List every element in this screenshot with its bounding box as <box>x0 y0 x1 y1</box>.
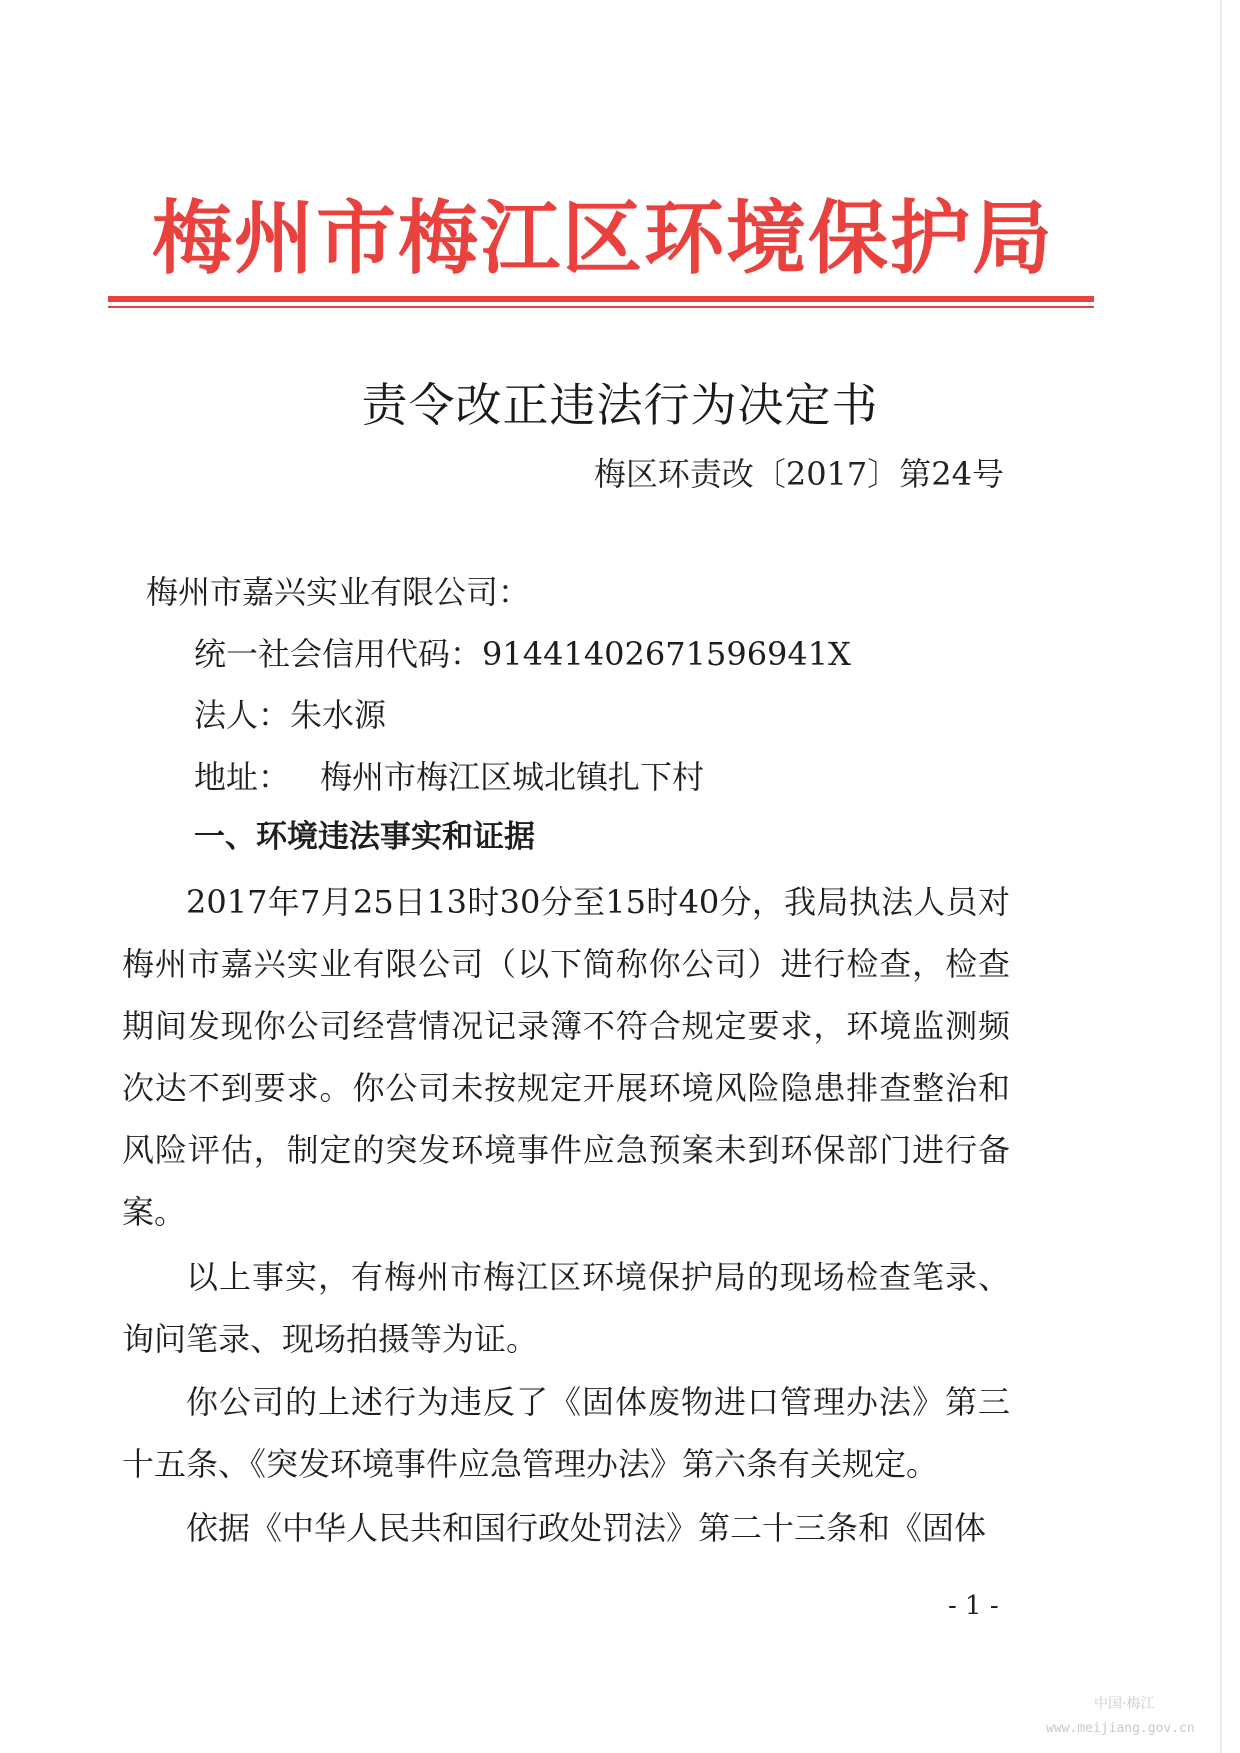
section-heading: 一、环境违法事实和证据 <box>194 819 535 855</box>
paragraph-evidence: 以上事实，有梅州市梅江区环境保护局的现场检查笔录、询问笔录、现场拍摄等为证。 <box>122 1258 1010 1358</box>
address-value: 梅州市梅江区城北镇扎下村 <box>320 758 705 796</box>
paragraph-basis: 依据《中华人民共和国行政处罚法》第二十三条和《固体 <box>186 1509 987 1547</box>
header-red-rule-thick <box>108 296 1094 302</box>
organization-header: 梅州市梅江区环境保护局 <box>152 191 1054 285</box>
credit-code-line <box>194 632 851 676</box>
legal-person-label: 法人： <box>194 696 291 734</box>
header-red-rule-thin <box>108 306 1094 308</box>
credit-code-value: 91441402671596941X <box>482 635 851 673</box>
page-edge <box>1220 0 1222 1753</box>
page-number: - 1 - <box>948 1591 999 1621</box>
recipient: 梅州市嘉兴实业有限公司： <box>146 573 531 611</box>
document-title: 责令改正违法行为决定书 <box>361 378 879 432</box>
address-line <box>194 755 704 799</box>
paragraph-facts: 2017年7月25日13时30分至15时40分，我局执法人员对梅州市嘉兴实业有限公司（以下简称你公司）进行检查，检查期间发现你公司经营情况记录簿不符合规定要求，环境监测频次达不到要求。你公司未按规定开展环境风险隐患排查整治和风险评估，制定的突发环境事件应急预案未到环保部门进行备案。 <box>122 883 1010 1231</box>
credit-code-label: 统一社会信用代码： <box>194 635 483 673</box>
watermark-site-name: 中国·梅江 <box>1094 1696 1155 1712</box>
address-label: 地址： <box>194 758 291 796</box>
legal-person-line <box>194 693 386 737</box>
legal-person-value: 朱水源 <box>290 696 387 734</box>
watermark-url: www.meijiang.gov.cn <box>1046 1721 1195 1736</box>
paragraph-violation: 你公司的上述行为违反了《固体废物进口管理办法》第三十五条、《突发环境事件应急管理办法》第六条有关规定。 <box>122 1383 1010 1483</box>
document-number: 梅区环责改〔2017〕第24号 <box>593 455 1004 493</box>
